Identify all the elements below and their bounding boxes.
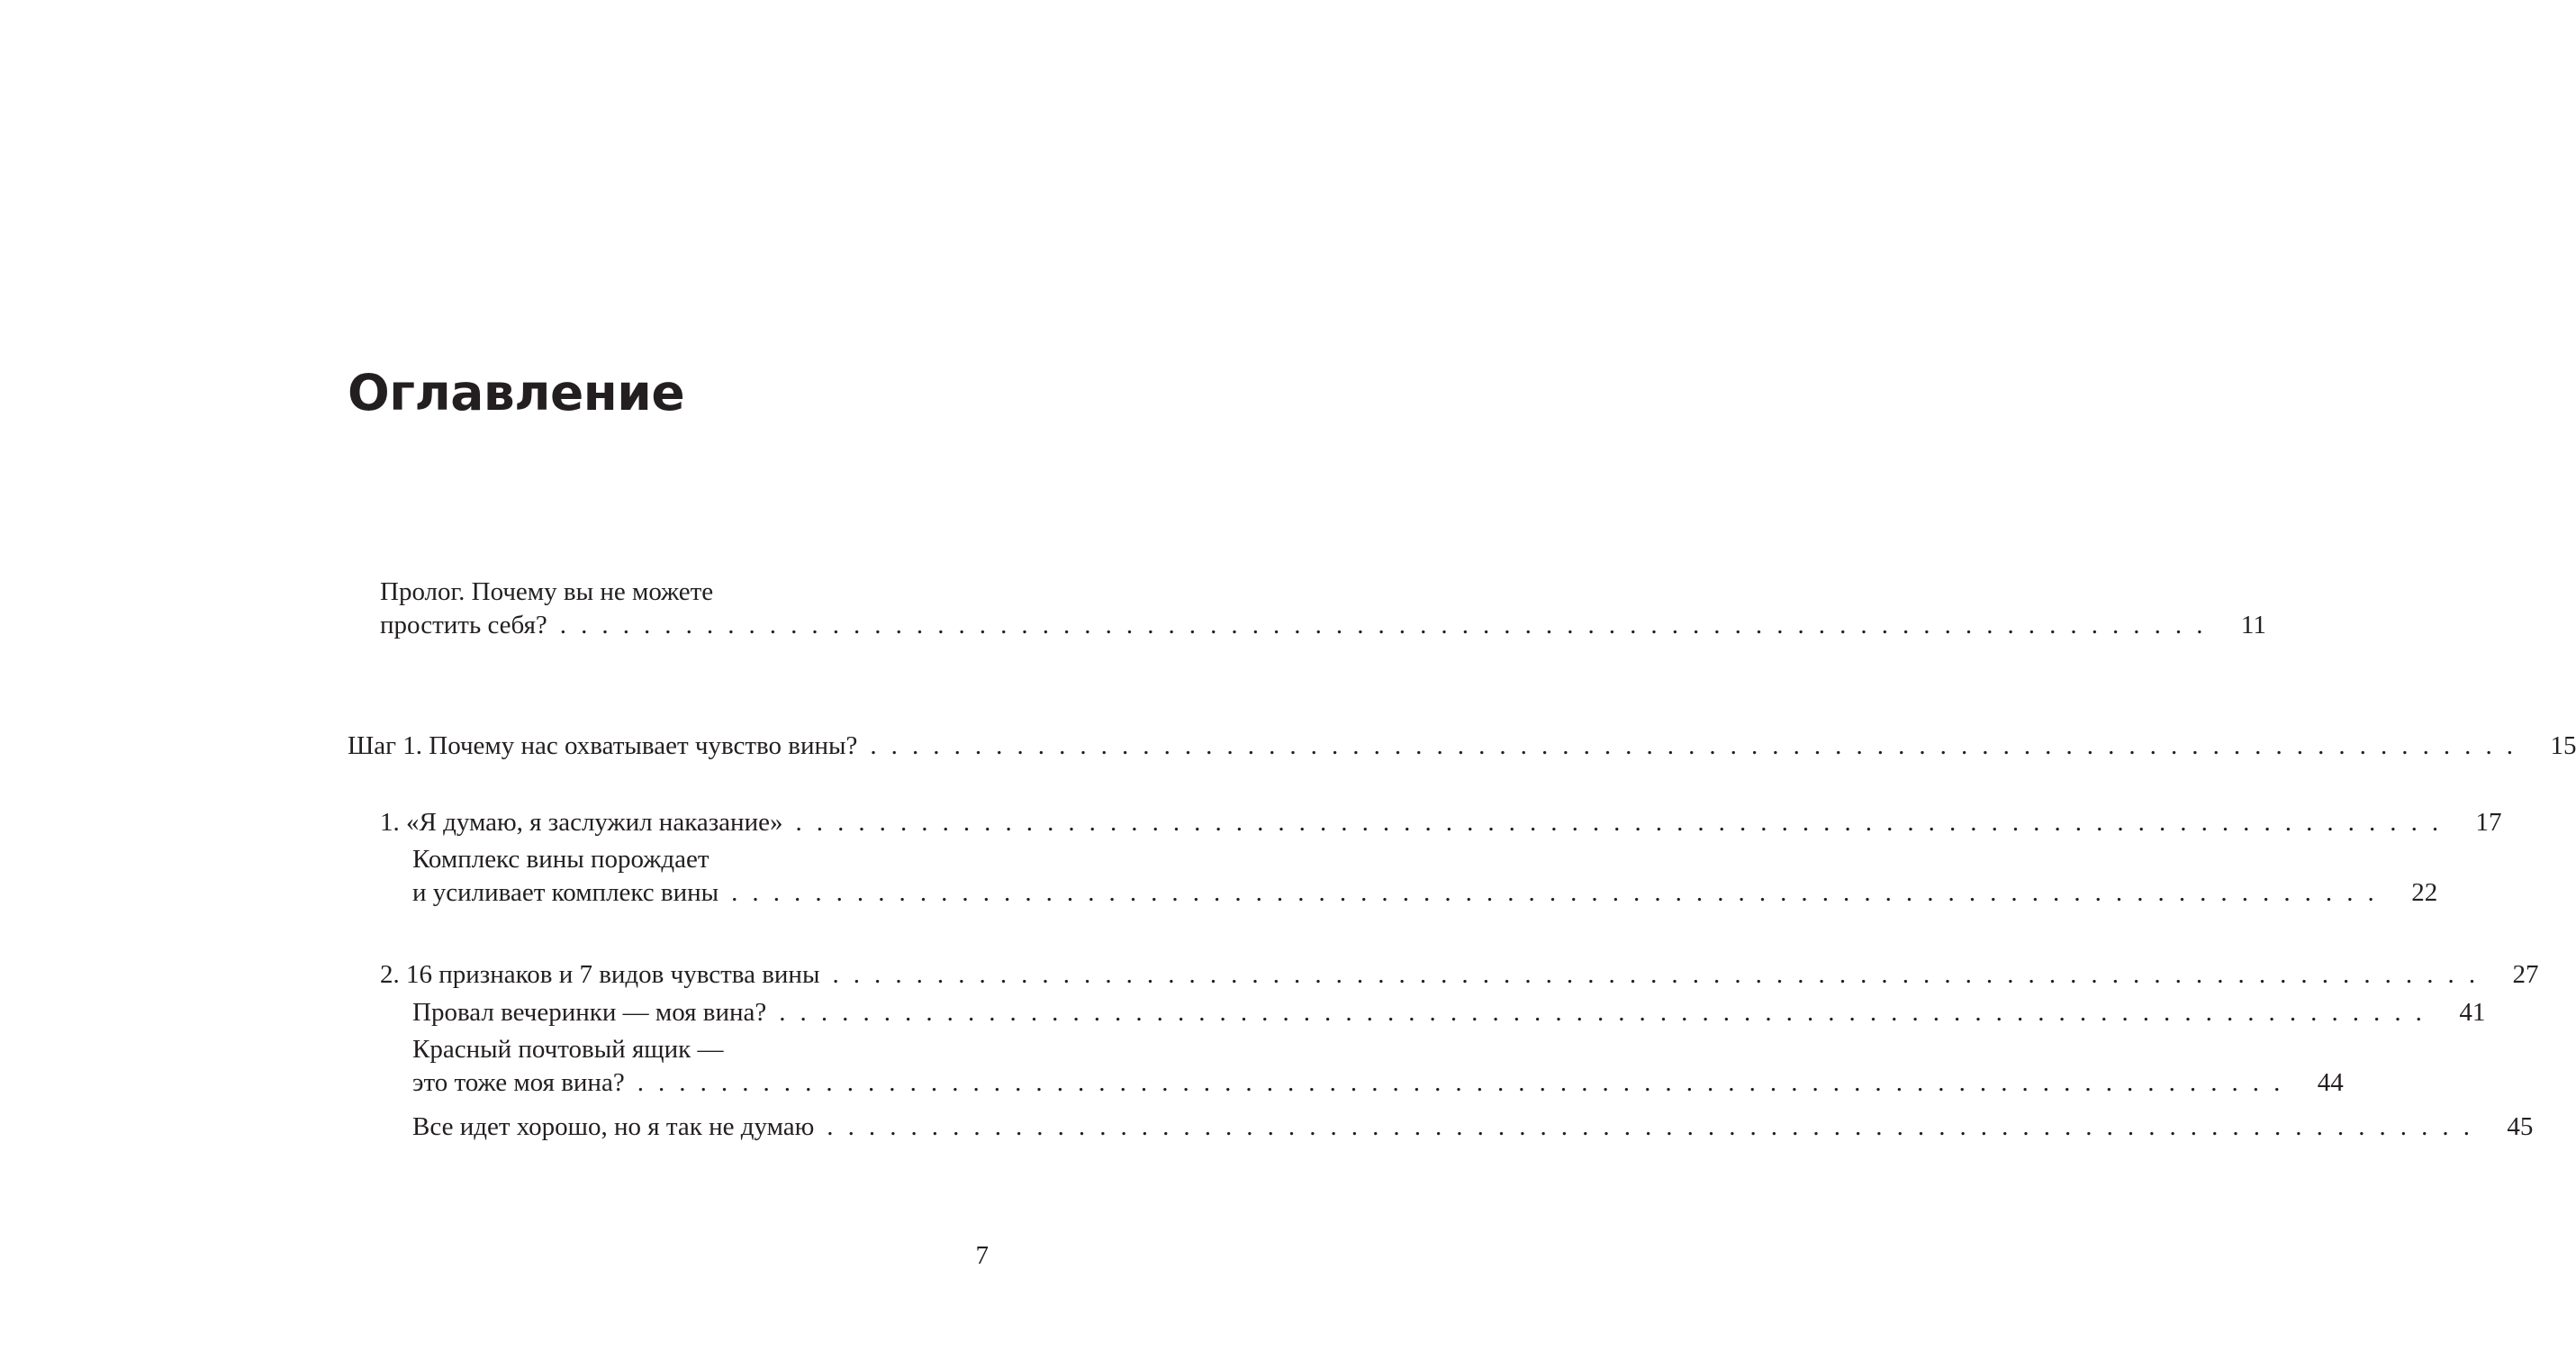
toc-page-number: 22 — [2411, 878, 2438, 907]
toc-prologue-line1: Пролог. Почему вы не можете — [380, 577, 714, 606]
toc-page-number: 27 — [2512, 960, 2539, 989]
dot-leader: . . . . . . . . . . . . . . . . . . . . . . . . . . . . . . . . . . . . . . . . . . . . . . . . . . . . . . . . . . . . . . . . . . . . . . . . . . . . . . . — [832, 960, 2480, 989]
dot-leader: . . . . . . . . . . . . . . . . . . . . . . . . . . . . . . . . . . . . . . . . . . . . . . . . . . . . . . . . . . . . . . . . . . . . . . . . . . . . . . . — [827, 1112, 2474, 1141]
toc-entry-title: 2. 16 признаков и 7 видов чувства вины — [380, 960, 820, 989]
toc-page-number: 15 — [2550, 731, 2576, 760]
toc-entry-chapter1[interactable] — [380, 806, 2502, 839]
toc-entry-title: 1. «Я думаю, я заслужил наказание» — [380, 808, 783, 837]
toc-entry-chapter1-sub1[interactable] — [412, 876, 2438, 909]
toc-page-number: 44 — [2317, 1068, 2344, 1097]
toc-entry-title: Шаг 1. Почему нас охватывает чувство вины? — [348, 731, 858, 760]
toc-page-number: 41 — [2459, 998, 2486, 1027]
toc-page-number: 11 — [2240, 611, 2266, 639]
toc-entry-title: простить себя? — [380, 611, 547, 639]
toc-entry-prologue[interactable] — [380, 609, 2266, 641]
toc-entry-title: и усиливает комплекс вины — [412, 878, 719, 907]
page-number: 7 — [975, 1241, 989, 1270]
dot-leader: . . . . . . . . . . . . . . . . . . . . . . . . . . . . . . . . . . . . . . . . . . . . . . . . . . . . . . . . . . . . . . . . . . . . . . . . . . . . . . . — [731, 878, 2379, 907]
toc-page-number: 17 — [2475, 808, 2502, 837]
toc-entry-title: Все идет хорошо, но я так не думаю — [412, 1112, 815, 1141]
toc-entry-chapter2-sub3[interactable] — [412, 1111, 2534, 1143]
toc-entry-title: Провал вечеринки — моя вина? — [412, 998, 767, 1027]
toc-entry-step1[interactable] — [348, 730, 2576, 762]
dot-leader: . . . . . . . . . . . . . . . . . . . . . . . . . . . . . . . . . . . . . . . . . . . . . . . . . . . . . . . . . . . . . . . . . . . . . . . . . . . . . . . — [559, 611, 2207, 639]
toc-entry-chapter2-sub2[interactable] — [412, 1066, 2344, 1099]
toc-page-number: 45 — [2507, 1112, 2534, 1141]
dot-leader: . . . . . . . . . . . . . . . . . . . . . . . . . . . . . . . . . . . . . . . . . . . . . . . . . . . . . . . . . . . . . . . . . . . . . . . . . . . . . . . — [637, 1068, 2284, 1097]
dot-leader: . . . . . . . . . . . . . . . . . . . . . . . . . . . . . . . . . . . . . . . . . . . . . . . . . . . . . . . . . . . . . . . . . . . . . . . . . . . . . . . — [870, 731, 2517, 760]
toc-chapter1-sub1-line1: Комплекс вины порождает — [412, 845, 710, 874]
toc-chapter2-sub2-line1: Красный почтовый ящик — — [412, 1035, 724, 1064]
dot-leader: . . . . . . . . . . . . . . . . . . . . . . . . . . . . . . . . . . . . . . . . . . . . . . . . . . . . . . . . . . . . . . . . . . . . . . . . . . . . . . . — [795, 808, 2443, 837]
toc-entry-chapter2-sub1[interactable] — [412, 996, 2486, 1029]
page-title: Оглавление — [348, 364, 685, 422]
toc-entry-title: это тоже моя вина? — [412, 1068, 625, 1097]
dot-leader: . . . . . . . . . . . . . . . . . . . . . . . . . . . . . . . . . . . . . . . . . . . . . . . . . . . . . . . . . . . . . . . . . . . . . . . . . . . . . . . — [779, 998, 2427, 1027]
toc-entry-chapter2[interactable] — [380, 958, 2539, 991]
